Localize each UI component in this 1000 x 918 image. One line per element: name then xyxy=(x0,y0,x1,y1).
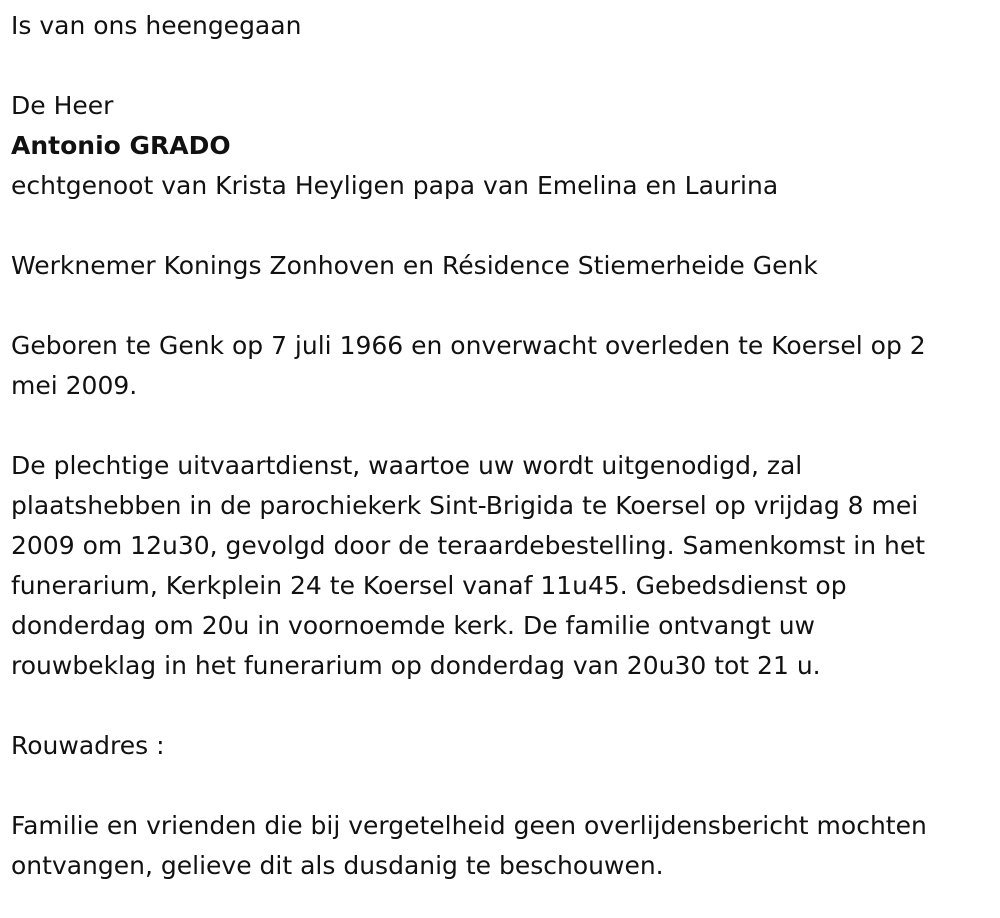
ceremony-paragraph xyxy=(11,446,996,686)
paragraph-line: ontvangen, gelieve dit als dusdanig te beschouwen. xyxy=(11,851,664,880)
deceased-name: Antonio GRADO xyxy=(11,131,231,160)
spacer xyxy=(11,686,996,726)
spacer xyxy=(11,46,996,86)
paragraph-line: 2009 om 12u30, gevolgd door de teraardebestelling. Samenkomst in het xyxy=(11,531,926,560)
spacer xyxy=(11,406,996,446)
address-label: Rouwadres : xyxy=(11,731,165,760)
spacer xyxy=(11,206,996,246)
paragraph-line: plaatshebben in de parochiekerk Sint-Brigida te Koersel op vrijdag 8 mei xyxy=(11,491,919,520)
paragraph-line: Familie en vrienden die bij vergetelheid geen overlijdensbericht mochten xyxy=(11,811,927,840)
spacer xyxy=(11,286,996,326)
closing-paragraph xyxy=(11,806,996,886)
paragraph-line: rouwbeklag in het funerarium op donderdag van 20u30 tot 21 u. xyxy=(11,651,821,680)
family-relations: echtgenoot van Krista Heyligen papa van Emelina en Laurina xyxy=(11,171,779,200)
spacer xyxy=(11,766,996,806)
paragraph-line: Geboren te Genk op 7 juli 1966 en onverwacht overleden te Koersel op 2 xyxy=(11,331,926,360)
salutation: De Heer xyxy=(11,91,114,120)
paragraph-line: De plechtige uitvaartdienst, waartoe uw wordt uitgenodigd, zal xyxy=(11,451,803,480)
paragraph-line: donderdag om 20u in voornoemde kerk. De familie ontvangt uw xyxy=(11,611,815,640)
obituary-notice xyxy=(11,6,996,886)
paragraph-line: mei 2009. xyxy=(11,371,138,400)
intro-text: Is van ons heengegaan xyxy=(11,11,302,40)
occupation: Werknemer Konings Zonhoven en Résidence Stiemerheide Genk xyxy=(11,251,818,280)
paragraph-line: funerarium, Kerkplein 24 te Koersel vanaf 11u45. Gebedsdienst op xyxy=(11,571,847,600)
birth-death-paragraph xyxy=(11,326,996,406)
